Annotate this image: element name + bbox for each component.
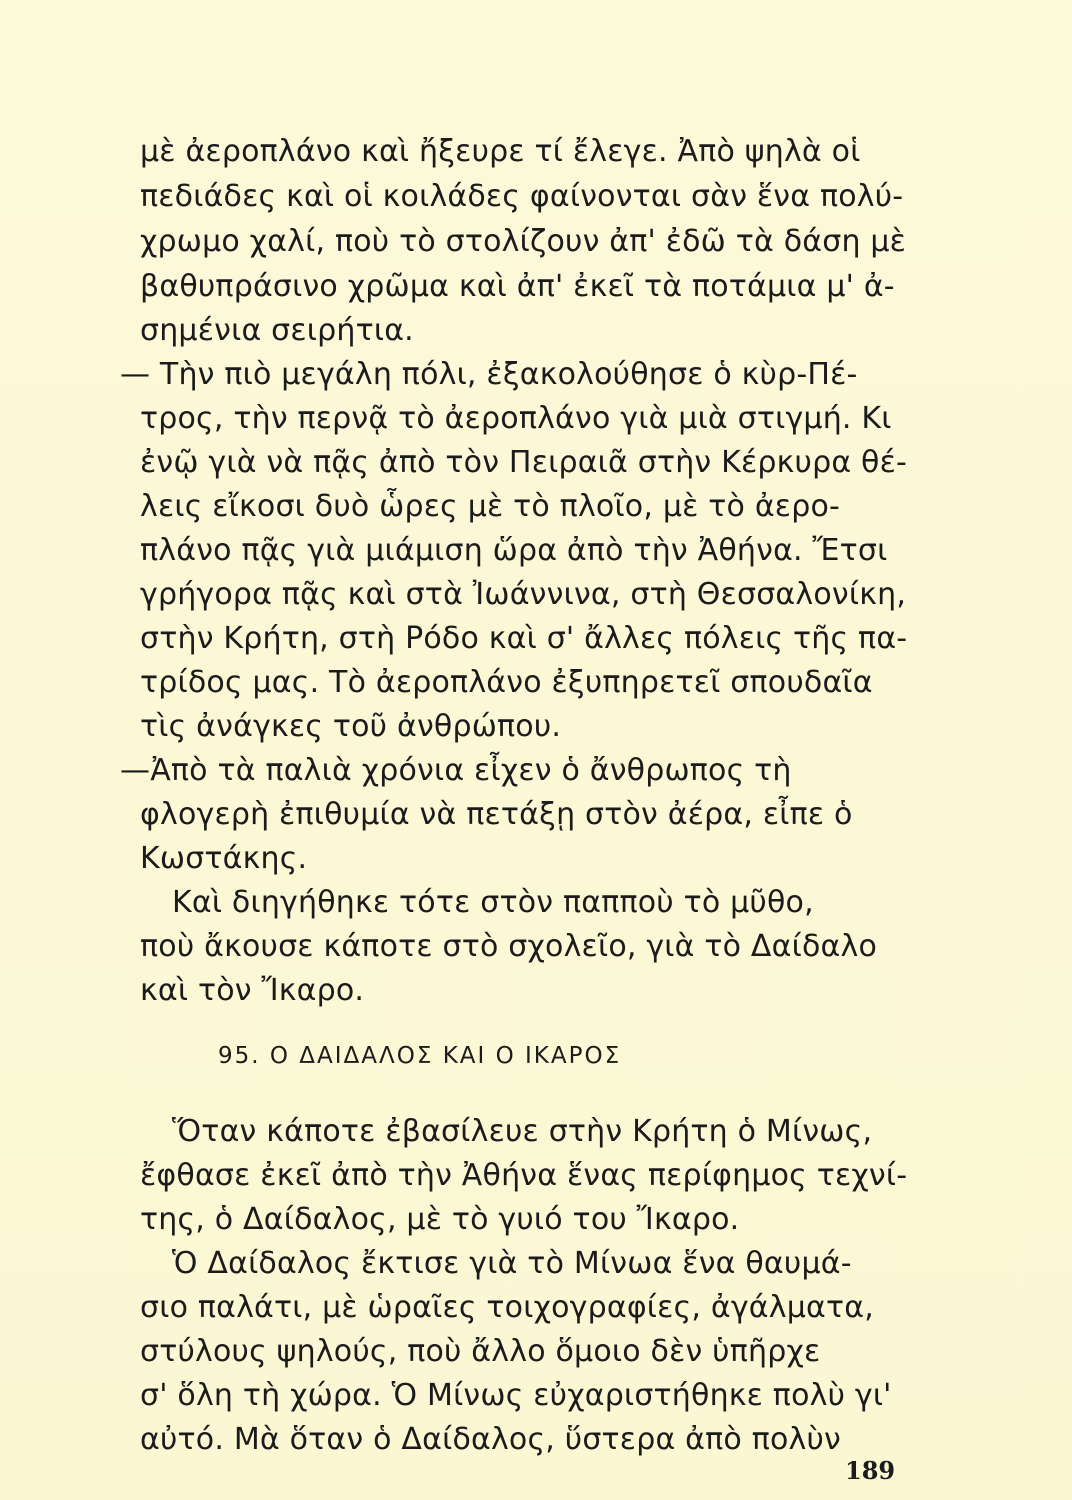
text-line: Ὁ Δαίδαλος ἔκτισε γιὰ τὸ Μίνωα ἕνα θαυμά-	[172, 1246, 852, 1281]
text-line: πεδιάδες καὶ οἱ κοιλάδες φαίνονται σὰν ἕνα πολύ-	[140, 179, 904, 214]
text-line: στὴν Κρήτη, στὴ Ρόδο καὶ σ' ἄλλες πόλεις τῆς πα-	[140, 621, 908, 656]
text-line: πλάνο πᾷς γιὰ μιάμιση ὥρα ἀπὸ τὴν Ἀθήνα. Ἔτσι	[140, 533, 888, 568]
text-line: σ' ὅλη τὴ χώρα. Ὁ Μίνως εὐχαριστήθηκε πολὺ γι'	[140, 1378, 892, 1413]
text-line: —Ἀπὸ τὰ παλιὰ χρόνια εἶχεν ὁ ἄνθρωπος τὴ	[120, 753, 792, 788]
text-line: σιο παλάτι, μὲ ὡραῖες τοιχογραφίες, ἀγάλματα,	[140, 1290, 874, 1325]
page-number: 189	[845, 1456, 896, 1485]
text-line: Καὶ διηγήθηκε τότε στὸν παπποὺ τὸ μῦθο,	[172, 885, 814, 920]
text-line: καὶ τὸν Ἴκαρο.	[140, 973, 365, 1008]
section-heading: 95. Ο ΔΑΙΔΑΛΟΣ ΚΑΙ Ο ΙΚΑΡΟΣ	[218, 1043, 622, 1069]
text-line: σημένια σειρήτια.	[140, 313, 414, 348]
text-line: Ὅταν κάποτε ἐβασίλευε στὴν Κρήτη ὁ Μίνως,	[172, 1114, 873, 1149]
text-line: μὲ ἀεροπλάνο καὶ ἤξευρε τί ἔλεγε. Ἀπὸ ψηλὰ οἱ	[140, 134, 861, 169]
text-line: βαθυπράσινο χρῶμα καὶ ἀπ' ἐκεῖ τὰ ποτάμια μ' ἀ-	[140, 269, 895, 304]
text-line: ἐνῷ γιὰ νὰ πᾷς ἀπὸ τὸν Πειραιᾶ στὴν Κέρκυρα θέ-	[140, 445, 908, 480]
text-line: της, ὁ Δαίδαλος, μὲ τὸ γυιό του Ἴκαρο.	[140, 1202, 740, 1237]
text-line: φλογερὴ ἐπιθυμία νὰ πετάξῃ στὸν ἀέρα, εἶπε ὁ	[140, 797, 853, 832]
text-line: τρος, τὴν περνᾷ τὸ ἀεροπλάνο γιὰ μιὰ στιγμή. Κι	[140, 401, 892, 436]
text-line: Κωστάκης.	[140, 841, 308, 876]
text-line: λεις εἴκοσι δυὸ ὧρες μὲ τὸ πλοῖο, μὲ τὸ ἀερο-	[140, 489, 841, 524]
text-line: αὐτό. Μὰ ὅταν ὁ Δαίδαλος, ὕστερα ἀπὸ πολὺν	[140, 1422, 841, 1457]
text-line: γρήγορα πᾷς καὶ στὰ Ἰωάννινα, στὴ Θεσσαλονίκη,	[140, 577, 907, 612]
text-line: στύλους ψηλούς, ποὺ ἄλλο ὅμοιο δὲν ὑπῆρχε	[140, 1334, 821, 1369]
text-line: τὶς ἀνάγκες τοῦ ἀνθρώπου.	[140, 709, 562, 744]
text-line: χρωμο χαλί, ποὺ τὸ στολίζουν ἀπ' ἐδῶ τὰ δάση μὲ	[140, 224, 907, 259]
text-line: τρίδος μας. Τὸ ἀεροπλάνο ἐξυπηρετεῖ σπουδαῖα	[140, 665, 873, 700]
text-line: ἔφθασε ἐκεῖ ἀπὸ τὴν Ἀθήνα ἕνας περίφημος τεχνί-	[140, 1158, 908, 1193]
text-line: ποὺ ἄκουσε κάποτε στὸ σχολεῖο, γιὰ τὸ Δαίδαλο	[140, 929, 877, 964]
text-line: — Τὴν πιὸ μεγάλη πόλι, ἐξακολούθησε ὁ κὺρ-Πέ-	[120, 357, 858, 392]
